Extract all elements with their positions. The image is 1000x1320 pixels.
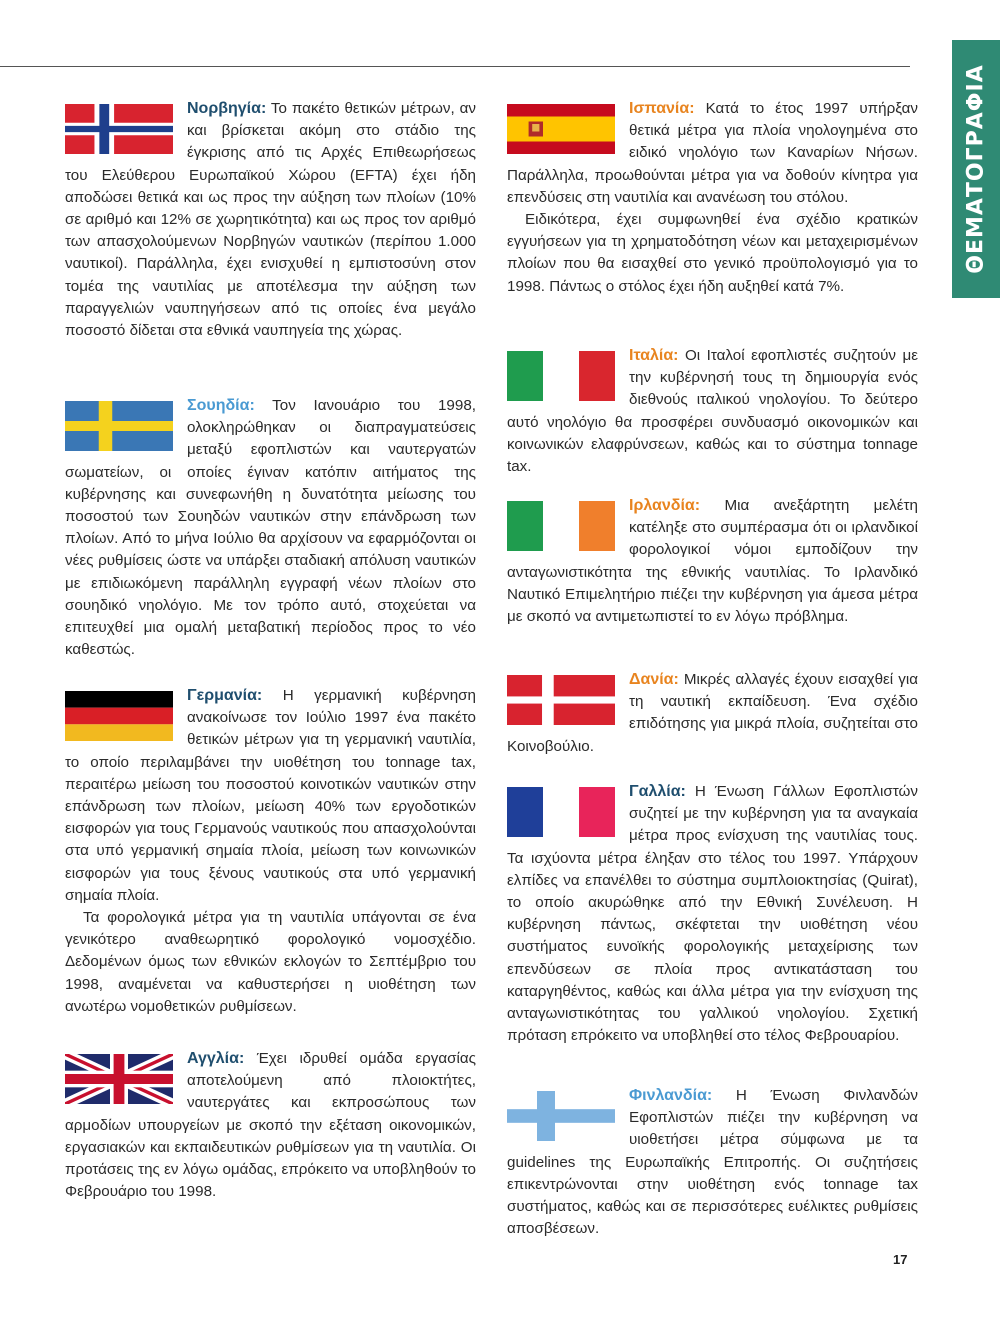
header-rule <box>0 66 910 67</box>
uk-flag-icon <box>65 1054 173 1104</box>
sweden-text: Τον Ιανουάριο του 1998, ολοκληρώθηκαν οι διαπραγματεύσεις μεταξύ εφοπλιστών και ναυτεργατών σωματείων, οι οποίες έγιναν κατόπιν αιτήματος της κυβέρνησης και συνεφωνήθη η δυνατότητα μείωσης του ποσοστού των Σουηδών ναυτικών στην επάνδρωση των πλοίων. Από το μήνα Ιούλιο θα αρχίσουν να εφαρμόζονται οι νέες ρυθμίσεις ώστε να υπάρξει σταδιακή απόλυση ναυτικών με επιδιωκόμενη παράλληλη εγγραφή νέων πλοίων στο σουηδικό νηολόγιο. Με τον τρόπο αυτό, στοχεύεται να επιτευχθεί μια ομαλή μεταβατική περίοδος προς το νέο καθεστώς. <box>65 397 476 659</box>
norway-text: Το πακέτο θετικών μέτρων, αν και βρίσκεται ακόμη στο στάδιο της έγκρισης από τις Αρχές Επιθεωρήσεως του Ελεύθερου Ευρωπαϊκού Χώρου (EFTA) έχει ήδη αποδώσει θετικά και ως προς την αύξηση των πλοίων (10% σε αριθμό και 12% σε χωρητικότητα) και ως προς τον αριθμό των απασχολούμενων Νορβηγών ναυτικών (περίπου 1.000 ναυτικοί). Παράλληλα, έχει ενισχυθεί η εμπιστοσύνη στον τομέα της ναυτιλίας με αποτέλεσμα την αύξηση των παραγγελιών ναυπηγήσεων από τις οποίες ένα μεγάλο ποσοστό δίδεται στα εθνικά ναυπηγεία της χώρας. <box>65 100 476 340</box>
section-denmark <box>507 669 918 758</box>
norway-flag-icon <box>65 104 173 154</box>
france-heading: Γαλλία: <box>629 783 686 800</box>
italy-flag-icon <box>507 351 615 401</box>
finland-heading: Φινλανδία: <box>629 1087 713 1104</box>
spain-flag-icon <box>507 104 615 154</box>
france-flag-icon <box>507 787 615 837</box>
germany-heading: Γερμανία: <box>187 687 263 704</box>
section-ireland <box>507 495 918 628</box>
section-uk <box>65 1048 476 1203</box>
france-text: Η Ένωση Γάλλων Εφοπλιστών συζητεί με την κυβέρνηση για τα αναγκαία μέτρα προς ενίσχυση της ναυτιλίας τους. Τα ισχύοντα μέτρα έληξαν στο τέλος του 1997. Υπάρχουν ελπίδες να επανέλθει το σύστημα συμπλοιοκτησίας (Quirat), το οποίο ακυρώθηκε από την Εθνική Συνέλευση. Η κυβέρνηση πάντως, σκέφτεται την υιοθέτηση νέου συστήματος ευνοϊκής φορολογικής μεταχείρισης των επενδύσεων σε πλοία προς αντικατάσταση του καταργηθέντος, καθώς και άλλα μέτρα για την ενίσχυση της ανταγωνιστικότητας του γαλλικού νηολογίου. Σχετική πρόταση επρόκειτο να υποβληθεί στο τέλος Φεβρουαρίου. <box>507 783 918 1045</box>
italy-text: Οι Ιταλοί εφοπλιστές συζητούν με την κυβέρνησή τους τη δημιουργία ενός διεθνούς ιταλικού νηολογίου. Το δεύτερο αυτό νηολόγιο θα προσφέρει συνδυασμό οικονομικών και κοινωνικών ελαφρύνσεων, καθώς και το σύστημα tonnage tax. <box>507 347 918 476</box>
finland-text: Η Ένωση Φινλανδών Εφοπλιστών πιέζει την κυβέρνηση να υιοθετήσει μέτρα σύμφωνα με τα guidelines της Ευρωπαϊκής Επιτροπής. Οι συζητήσεις επικεντρώνονται στην υιοθέτηση ενός tonnage tax συστήματος, καθώς και σε περισσότερες ευέλικτες ρυθμίσεις αποσβέσεων. <box>507 1087 918 1238</box>
spain-heading: Ισπανία: <box>629 100 695 117</box>
ireland-text: Μια ανεξάρτητη μελέτη κατέληξε στο συμπέρασμα ότι οι ιρλανδικοί φορολογικοί νόμοι εμποδίζουν την ανταγωνιστικότητα της εθνικής ναυτιλίας. Το Ιρλανδικό Ναυτικό Επιμελητήριο πιέζει την κυβέρνηση για άμεσα μέτρα με σκοπό να αντιμετωπιστεί το εν λόγω πρόβλημα. <box>507 497 918 626</box>
section-france <box>507 781 918 1047</box>
section-tab-label: ΘΕΜΑΤΟΓΡΑΦΙΑ <box>963 64 989 274</box>
section-norway <box>65 98 476 342</box>
germany-text: Η γερμανική κυβέρνηση ανακοίνωσε τον Ιούλιο 1997 ένα πακέτο θετικών μέτρων για τη γερμανική ναυτιλία, το οποίο περιλαμβάνει την υιοθέτηση του tonnage tax, περαιτέρω μείωση του ποσοστού κοινοτικών ναυτικών στην επάνδρωση των πλοίων, μείωση 40% των εργοδοτικών εισφορών για τους Γερμανούς ναυτικούς που απασχολούνται στα υπό γερμανική σημαία πλοία, μείωση των κοινωνικών εισφορών για τους ξένους ναυτικούς στα υπό γερμανική σημαία πλοία. <box>65 687 476 904</box>
italy-heading: Ιταλία: <box>629 347 679 364</box>
sweden-heading: Σουηδία: <box>187 397 255 414</box>
norway-heading: Νορβηγία: <box>187 100 267 117</box>
section-italy <box>507 345 918 478</box>
germany-paragraph-2: Τα φορολογικά μέτρα για τη ναυτιλία υπάγονται σε ένα γενικότερο αναθεωρητικό φορολογικό νομοσχέδιο. Δεδομένων όμως των εθνικών εκλογών το Σεπτέμβριο του 1998, αναμένεται να καθυστερήσει η υιοθέτηση των ανωτέρω νομοθετικών ρυθμίσεων. <box>65 909 476 1015</box>
ireland-heading: Ιρλανδία: <box>629 497 701 514</box>
spain-text: Κατά το έτος 1997 υπήρξαν θετικά μέτρα για πλοία νηολογημένα στο ειδικό νηολόγιο των Καναρίων Νήσων. Παράλληλα, προωθούνται μέτρα για να δοθούν κίνητρα για επενδύσεις στη ναυτιλία και ανανέωση του στόλου. <box>507 100 918 206</box>
finland-flag-icon <box>507 1091 615 1141</box>
sweden-flag-icon <box>65 401 173 451</box>
section-spain <box>507 98 918 298</box>
denmark-flag-icon <box>507 675 615 725</box>
section-sweden <box>65 395 476 661</box>
ireland-flag-icon <box>507 501 615 551</box>
denmark-text: Μικρές αλλαγές έχουν εισαχθεί για τη ναυτική εκπαίδευση. Ένα σχέδιο επιδότησης για μικρά πλοία, συζητείται στο Κοινοβούλιο. <box>507 671 918 755</box>
section-germany <box>65 685 476 1018</box>
uk-heading: Αγγλία: <box>187 1050 245 1067</box>
uk-text: Έχει ιδρυθεί ομάδα εργασίας αποτελούμενη από πλοιοκτήτες, ναυτεργάτες και εκπροσώπους των αρμοδίων υπουργείων με σκοπό την εξέταση οικονομικών, εργασιακών και εκπαιδευτικών ρυθμίσεων για τη ναυτιλία. Οι προτάσεις της εν λόγω ομάδας, επρόκειτο να υποβληθούν το Φεβρουάριο του 1998. <box>65 1050 476 1201</box>
spain-paragraph-2: Ειδικότερα, έχει συμφωνηθεί ένα σχέδιο κρατικών εγγυήσεων για τη χρηματοδότηση νέων και μεταχειρισμένων πλοίων που θα εισαχθεί στο γενικό προϋπολογισμό για το 1998. Πάντως ο στόλος έχει ήδη αυξηθεί κατά 7%. <box>507 211 918 295</box>
page-number: 17 <box>893 1252 908 1267</box>
germany-flag-icon <box>65 691 173 741</box>
denmark-heading: Δανία: <box>629 671 679 688</box>
section-finland <box>507 1085 918 1240</box>
